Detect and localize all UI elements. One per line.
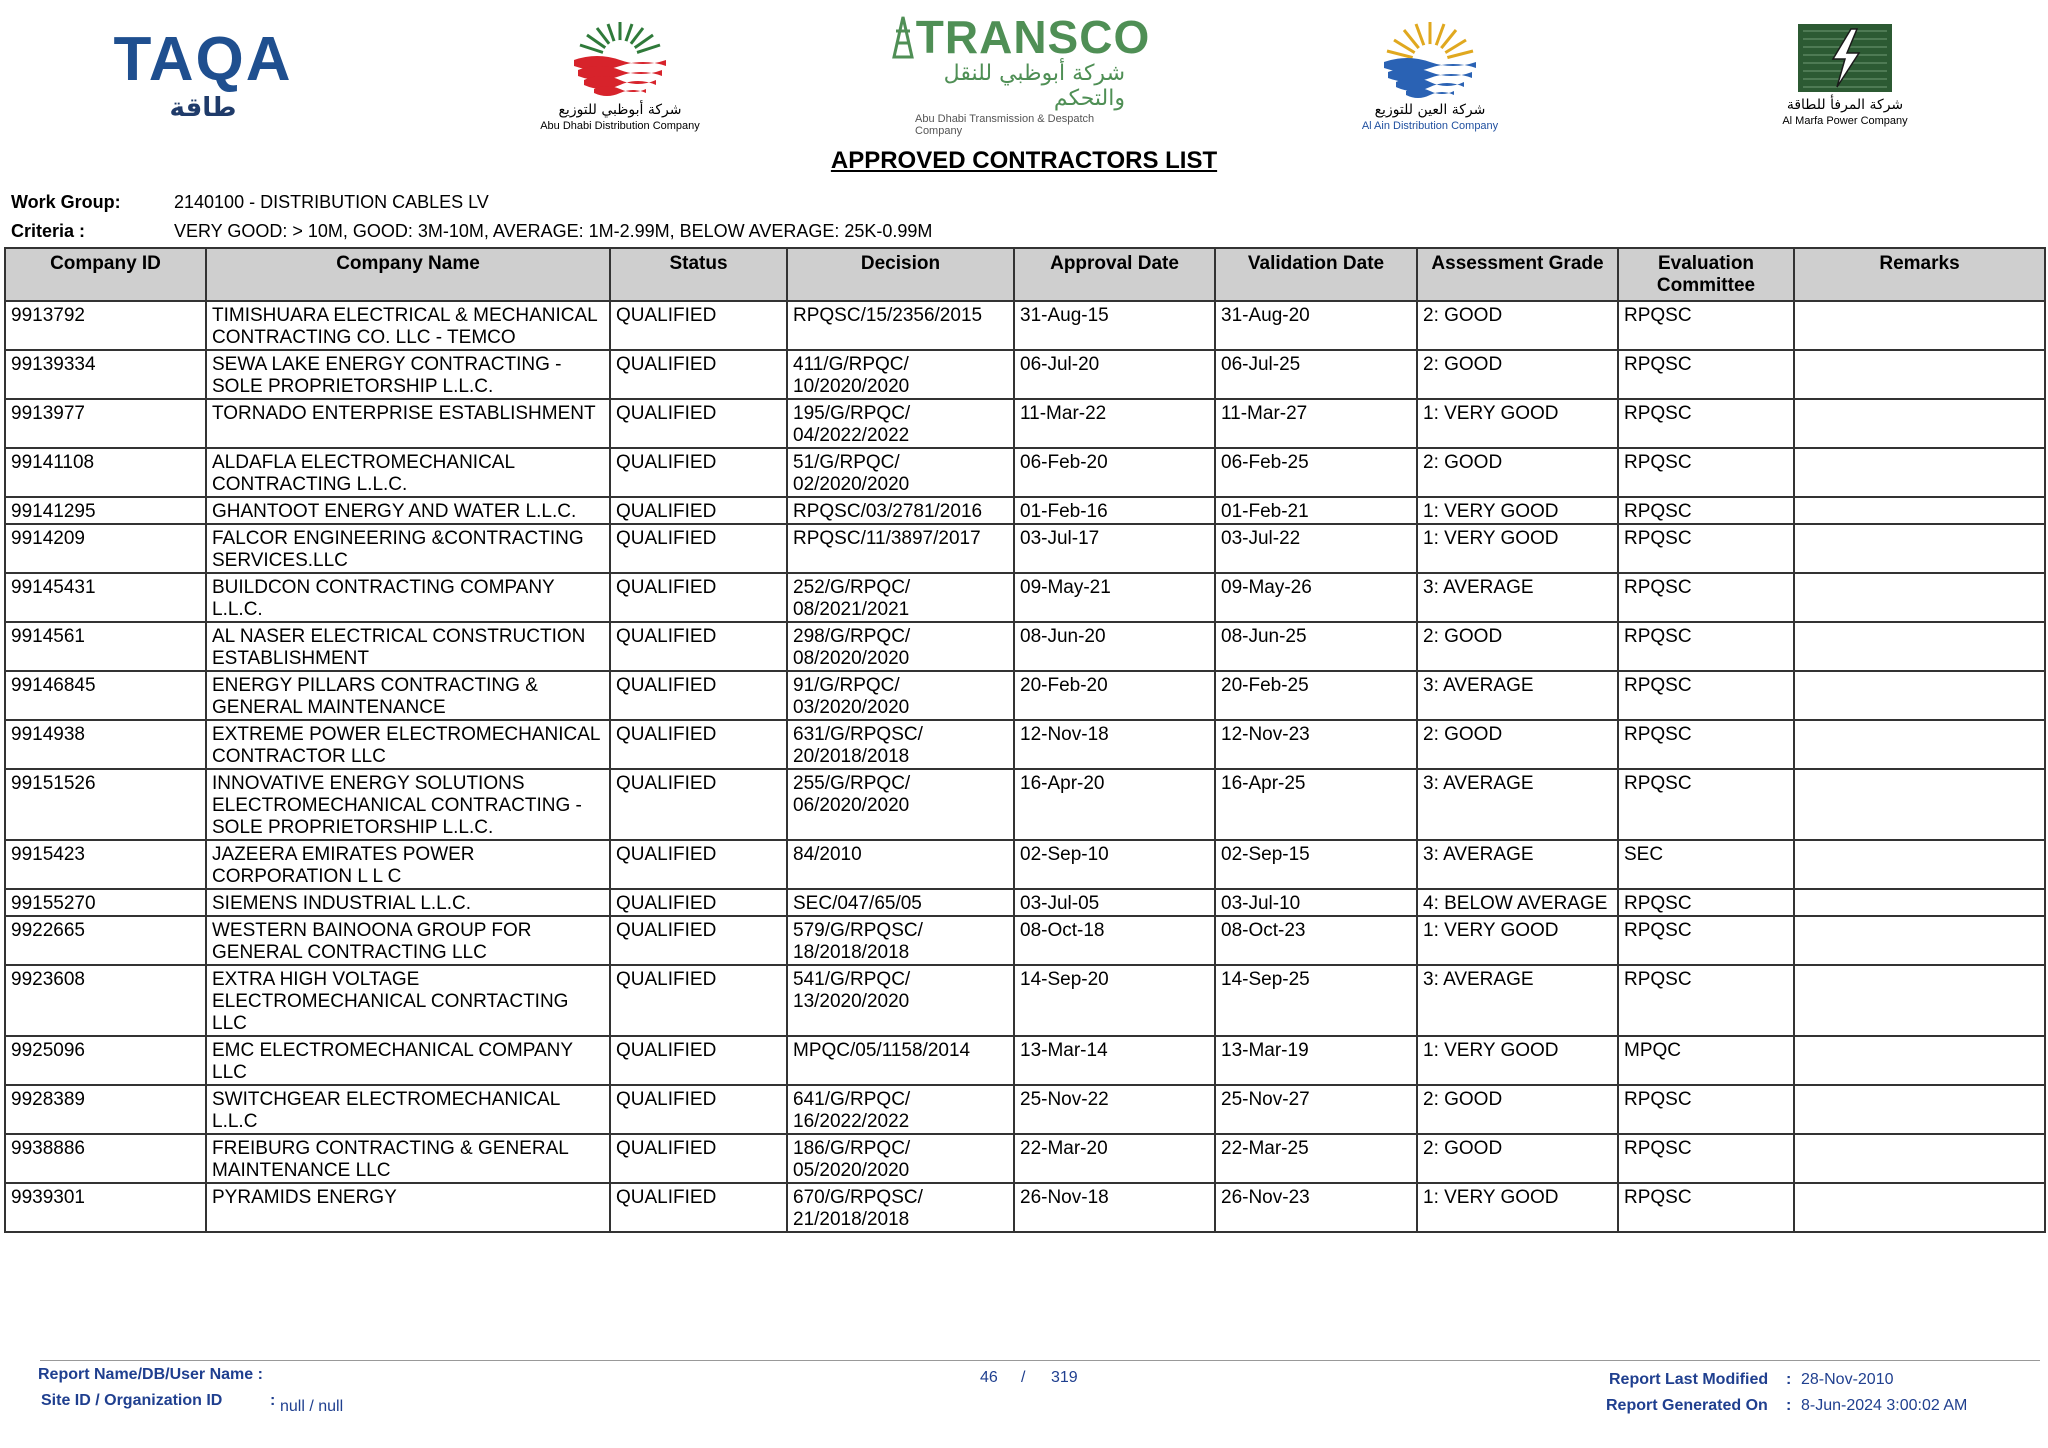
table-row bbox=[5, 1036, 2045, 1085]
cell-approval-date: 25-Nov-22 bbox=[1014, 1085, 1215, 1134]
cell-status: QUALIFIED bbox=[610, 573, 787, 622]
table-row bbox=[5, 448, 2045, 497]
cell-approval-date: 12-Nov-18 bbox=[1014, 720, 1215, 769]
cell-assessment-grade: 1: VERY GOOD bbox=[1417, 524, 1618, 573]
table-row bbox=[5, 350, 2045, 399]
contractors-table bbox=[4, 247, 2046, 1233]
cell-decision: MPQC/05/1158/2014 bbox=[787, 1036, 1014, 1085]
cell-remarks bbox=[1794, 965, 2045, 1036]
cell-validation-date: 26-Nov-23 bbox=[1215, 1183, 1417, 1232]
aadc-logo bbox=[1325, 10, 1535, 140]
cell-company-name: SEWA LAKE ENERGY CONTRACTING - SOLE PROPRIETORSHIP L.L.C. bbox=[206, 350, 610, 399]
cell-assessment-grade: 3: AVERAGE bbox=[1417, 840, 1618, 889]
cell-evaluation-committee: RPQSC bbox=[1618, 720, 1794, 769]
cell-assessment-grade: 2: GOOD bbox=[1417, 720, 1618, 769]
cell-company-id: 9913792 bbox=[5, 301, 206, 350]
header-validation-date: Validation Date bbox=[1215, 248, 1417, 301]
cell-decision: 84/2010 bbox=[787, 840, 1014, 889]
header-evaluation-committee: Evaluation Committee bbox=[1618, 248, 1794, 301]
cell-company-name: GHANTOOT ENERGY AND WATER L.L.C. bbox=[206, 497, 610, 524]
cell-evaluation-committee: RPQSC bbox=[1618, 1134, 1794, 1183]
table-row bbox=[5, 720, 2045, 769]
aadc-logo-english: Al Ain Distribution Company bbox=[1361, 120, 1499, 132]
cell-validation-date: 25-Nov-27 bbox=[1215, 1085, 1417, 1134]
cell-approval-date: 03-Jul-05 bbox=[1014, 889, 1215, 916]
cell-company-name: SIEMENS INDUSTRIAL L.L.C. bbox=[206, 889, 610, 916]
table-row bbox=[5, 497, 2045, 524]
cell-company-id: 9914209 bbox=[5, 524, 206, 573]
cell-status: QUALIFIED bbox=[610, 840, 787, 889]
cell-approval-date: 03-Jul-17 bbox=[1014, 524, 1215, 573]
cell-remarks bbox=[1794, 399, 2045, 448]
cell-company-name: TORNADO ENTERPRISE ESTABLISHMENT bbox=[206, 399, 610, 448]
cell-assessment-grade: 3: AVERAGE bbox=[1417, 965, 1618, 1036]
site-id-value: null / null bbox=[280, 1398, 344, 1415]
cell-approval-date: 08-Oct-18 bbox=[1014, 916, 1215, 965]
cell-remarks bbox=[1794, 1085, 2045, 1134]
cell-status: QUALIFIED bbox=[610, 622, 787, 671]
cell-company-id: 9915423 bbox=[5, 840, 206, 889]
report-generated-label: Report Generated On bbox=[1606, 1397, 1768, 1414]
cell-assessment-grade: 2: GOOD bbox=[1417, 301, 1618, 350]
cell-approval-date: 26-Nov-18 bbox=[1014, 1183, 1215, 1232]
cell-evaluation-committee: RPQSC bbox=[1618, 916, 1794, 965]
work-group-label: Work Group: bbox=[11, 192, 121, 212]
table-row bbox=[5, 573, 2045, 622]
transco-tower-icon bbox=[890, 15, 916, 59]
cell-validation-date: 22-Mar-25 bbox=[1215, 1134, 1417, 1183]
cell-company-id: 9913977 bbox=[5, 399, 206, 448]
cell-decision: 186/G/RPQC/ 05/2020/2020 bbox=[787, 1134, 1014, 1183]
header-company-name: Company Name bbox=[206, 248, 610, 301]
cell-evaluation-committee: RPQSC bbox=[1618, 622, 1794, 671]
cell-validation-date: 31-Aug-20 bbox=[1215, 301, 1417, 350]
transco-logo-word: TRANSCO bbox=[915, 11, 1151, 63]
amp-logo-english: Al Marfa Power Company bbox=[1782, 115, 1908, 127]
cell-validation-date: 08-Oct-23 bbox=[1215, 916, 1417, 965]
cell-company-name: AL NASER ELECTRICAL CONSTRUCTION ESTABLISHMENT bbox=[206, 622, 610, 671]
cell-assessment-grade: 1: VERY GOOD bbox=[1417, 1183, 1618, 1232]
report-name-label: Report Name/DB/User Name : bbox=[38, 1366, 263, 1383]
cell-assessment-grade: 1: VERY GOOD bbox=[1417, 916, 1618, 965]
cell-company-id: 99146845 bbox=[5, 671, 206, 720]
cell-approval-date: 06-Feb-20 bbox=[1014, 448, 1215, 497]
cell-company-id: 9928389 bbox=[5, 1085, 206, 1134]
cell-evaluation-committee: RPQSC bbox=[1618, 889, 1794, 916]
cell-evaluation-committee: RPQSC bbox=[1618, 301, 1794, 350]
cell-approval-date: 14-Sep-20 bbox=[1014, 965, 1215, 1036]
header-assessment-grade: Assessment Grade bbox=[1417, 248, 1618, 301]
criteria-value: VERY GOOD: > 10M, GOOD: 3M-10M, AVERAGE: 1M-2.99M, BELOW AVERAGE: 25K-0.99M bbox=[174, 221, 933, 241]
cell-company-name: SWITCHGEAR ELECTROMECHANICAL L.L.C bbox=[206, 1085, 610, 1134]
cell-remarks bbox=[1794, 720, 2045, 769]
cell-remarks bbox=[1794, 1183, 2045, 1232]
table-row bbox=[5, 399, 2045, 448]
criteria-row bbox=[11, 221, 932, 242]
cell-company-name: FREIBURG CONTRACTING & GENERAL MAINTENANCE LLC bbox=[206, 1134, 610, 1183]
transco-logo-wordmark bbox=[890, 13, 1150, 61]
table-row bbox=[5, 1134, 2045, 1183]
taqa-logo bbox=[113, 10, 293, 140]
page-total: 319 bbox=[1051, 1369, 1078, 1386]
cell-status: QUALIFIED bbox=[610, 965, 787, 1036]
cell-remarks bbox=[1794, 573, 2045, 622]
cell-validation-date: 03-Jul-10 bbox=[1215, 889, 1417, 916]
adwea-logo-english: Abu Dhabi Distribution Company bbox=[540, 120, 700, 132]
cell-remarks bbox=[1794, 889, 2045, 916]
taqa-logo-arabic: طاقة bbox=[169, 92, 237, 122]
cell-assessment-grade: 2: GOOD bbox=[1417, 448, 1618, 497]
table-row bbox=[5, 524, 2045, 573]
cell-approval-date: 09-May-21 bbox=[1014, 573, 1215, 622]
cell-status: QUALIFIED bbox=[610, 1085, 787, 1134]
cell-company-name: WESTERN BAINOONA GROUP FOR GENERAL CONTRACTING LLC bbox=[206, 916, 610, 965]
adwea-logo bbox=[505, 10, 735, 140]
cell-validation-date: 09-May-26 bbox=[1215, 573, 1417, 622]
cell-company-id: 99145431 bbox=[5, 573, 206, 622]
table-row bbox=[5, 769, 2045, 840]
header-company-id: Company ID bbox=[5, 248, 206, 301]
cell-approval-date: 06-Jul-20 bbox=[1014, 350, 1215, 399]
header-decision: Decision bbox=[787, 248, 1014, 301]
cell-status: QUALIFIED bbox=[610, 399, 787, 448]
aadc-logo-arabic: شركة العين للتوزيع bbox=[1374, 102, 1486, 118]
cell-company-name: INNOVATIVE ENERGY SOLUTIONS ELECTROMECHANICAL CONTRACTING - SOLE PROPRIETORSHIP L.L.C. bbox=[206, 769, 610, 840]
cell-company-id: 9923608 bbox=[5, 965, 206, 1036]
page-title: APPROVED CONTRACTORS LIST bbox=[830, 147, 1218, 174]
amp-logo-arabic: شركة المرفأ للطاقة bbox=[1786, 97, 1904, 113]
cell-validation-date: 06-Jul-25 bbox=[1215, 350, 1417, 399]
cell-assessment-grade: 2: GOOD bbox=[1417, 1134, 1618, 1183]
cell-company-id: 99155270 bbox=[5, 889, 206, 916]
cell-decision: 411/G/RPQC/ 10/2020/2020 bbox=[787, 350, 1014, 399]
cell-company-name: JAZEERA EMIRATES POWER CORPORATION L L C bbox=[206, 840, 610, 889]
cell-remarks bbox=[1794, 350, 2045, 399]
cell-evaluation-committee: RPQSC bbox=[1618, 769, 1794, 840]
page-separator: / bbox=[1021, 1369, 1026, 1386]
cell-validation-date: 01-Feb-21 bbox=[1215, 497, 1417, 524]
cell-decision: 252/G/RPQC/ 08/2021/2021 bbox=[787, 573, 1014, 622]
table-header-row bbox=[5, 248, 2045, 301]
cell-company-id: 99141108 bbox=[5, 448, 206, 497]
cell-evaluation-committee: RPQSC bbox=[1618, 1183, 1794, 1232]
cell-evaluation-committee: RPQSC bbox=[1618, 399, 1794, 448]
cell-evaluation-committee: RPQSC bbox=[1618, 524, 1794, 573]
cell-status: QUALIFIED bbox=[610, 524, 787, 573]
cell-company-id: 9925096 bbox=[5, 1036, 206, 1085]
cell-validation-date: 08-Jun-25 bbox=[1215, 622, 1417, 671]
adwea-emblem-icon bbox=[560, 18, 680, 98]
footer-divider bbox=[40, 1360, 2040, 1361]
cell-assessment-grade: 2: GOOD bbox=[1417, 622, 1618, 671]
report-last-modified-label: Report Last Modified bbox=[1609, 1371, 1769, 1388]
cell-assessment-grade: 3: AVERAGE bbox=[1417, 573, 1618, 622]
cell-assessment-grade: 2: GOOD bbox=[1417, 1085, 1618, 1134]
aadc-emblem-icon bbox=[1370, 18, 1490, 98]
cell-company-name: EMC ELECTROMECHANICAL COMPANY LLC bbox=[206, 1036, 610, 1085]
cell-remarks bbox=[1794, 671, 2045, 720]
cell-company-name: EXTREME POWER ELECTROMECHANICAL CONTRACTOR LLC bbox=[206, 720, 610, 769]
cell-validation-date: 16-Apr-25 bbox=[1215, 769, 1417, 840]
cell-company-id: 9914561 bbox=[5, 622, 206, 671]
cell-decision: 579/G/RPQSC/ 18/2018/2018 bbox=[787, 916, 1014, 965]
cell-assessment-grade: 1: VERY GOOD bbox=[1417, 1036, 1618, 1085]
cell-assessment-grade: 1: VERY GOOD bbox=[1417, 497, 1618, 524]
site-id-colon: : bbox=[270, 1392, 276, 1409]
adwea-logo-arabic: شركة أبوظبي للتوزيع bbox=[558, 102, 682, 118]
cell-decision: RPQSC/03/2781/2016 bbox=[787, 497, 1014, 524]
transco-logo-arabic: شركة أبوظبي للنقل والتحكم bbox=[943, 61, 1125, 111]
work-group-row bbox=[11, 192, 489, 213]
cell-remarks bbox=[1794, 301, 2045, 350]
cell-remarks bbox=[1794, 622, 2045, 671]
header-approval-date: Approval Date bbox=[1014, 248, 1215, 301]
cell-evaluation-committee: RPQSC bbox=[1618, 350, 1794, 399]
cell-evaluation-committee: RPQSC bbox=[1618, 671, 1794, 720]
report-generated-colon: : bbox=[1786, 1397, 1792, 1414]
cell-validation-date: 20-Feb-25 bbox=[1215, 671, 1417, 720]
table-row bbox=[5, 840, 2045, 889]
cell-company-id: 99151526 bbox=[5, 769, 206, 840]
table-row bbox=[5, 1085, 2045, 1134]
cell-validation-date: 13-Mar-19 bbox=[1215, 1036, 1417, 1085]
cell-company-id: 9939301 bbox=[5, 1183, 206, 1232]
cell-decision: RPQSC/11/3897/2017 bbox=[787, 524, 1014, 573]
cell-company-id: 9938886 bbox=[5, 1134, 206, 1183]
cell-company-id: 9922665 bbox=[5, 916, 206, 965]
cell-approval-date: 31-Aug-15 bbox=[1014, 301, 1215, 350]
amp-lightning-icon bbox=[1797, 23, 1893, 93]
cell-status: QUALIFIED bbox=[610, 350, 787, 399]
cell-approval-date: 22-Mar-20 bbox=[1014, 1134, 1215, 1183]
cell-approval-date: 13-Mar-14 bbox=[1014, 1036, 1215, 1085]
cell-company-name: BUILDCON CONTRACTING COMPANY L.L.C. bbox=[206, 573, 610, 622]
table-row bbox=[5, 965, 2045, 1036]
cell-validation-date: 11-Mar-27 bbox=[1215, 399, 1417, 448]
cell-status: QUALIFIED bbox=[610, 1036, 787, 1085]
cell-approval-date: 02-Sep-10 bbox=[1014, 840, 1215, 889]
report-last-modified-value: 28-Nov-2010 bbox=[1801, 1371, 1894, 1388]
cell-assessment-grade: 3: AVERAGE bbox=[1417, 769, 1618, 840]
cell-remarks bbox=[1794, 840, 2045, 889]
cell-decision: 631/G/RPQSC/ 20/2018/2018 bbox=[787, 720, 1014, 769]
cell-validation-date: 14-Sep-25 bbox=[1215, 965, 1417, 1036]
cell-company-id: 99141295 bbox=[5, 497, 206, 524]
header-status: Status bbox=[610, 248, 787, 301]
cell-evaluation-committee: SEC bbox=[1618, 840, 1794, 889]
cell-status: QUALIFIED bbox=[610, 671, 787, 720]
cell-approval-date: 01-Feb-16 bbox=[1014, 497, 1215, 524]
cell-evaluation-committee: RPQSC bbox=[1618, 448, 1794, 497]
cell-decision: 298/G/RPQC/ 08/2020/2020 bbox=[787, 622, 1014, 671]
cell-validation-date: 03-Jul-22 bbox=[1215, 524, 1417, 573]
logo-strip bbox=[0, 10, 2048, 140]
cell-company-name: TIMISHUARA ELECTRICAL & MECHANICAL CONTRACTING CO. LLC - TEMCO bbox=[206, 301, 610, 350]
cell-remarks bbox=[1794, 497, 2045, 524]
transco-logo bbox=[915, 10, 1151, 140]
cell-assessment-grade: 4: BELOW AVERAGE bbox=[1417, 889, 1618, 916]
cell-company-id: 99139334 bbox=[5, 350, 206, 399]
amp-logo bbox=[1745, 10, 1945, 140]
cell-status: QUALIFIED bbox=[610, 1134, 787, 1183]
cell-assessment-grade: 3: AVERAGE bbox=[1417, 671, 1618, 720]
cell-status: QUALIFIED bbox=[610, 720, 787, 769]
cell-decision: 541/G/RPQC/ 13/2020/2020 bbox=[787, 965, 1014, 1036]
cell-assessment-grade: 2: GOOD bbox=[1417, 350, 1618, 399]
cell-decision: 195/G/RPQC/ 04/2022/2022 bbox=[787, 399, 1014, 448]
cell-evaluation-committee: MPQC bbox=[1618, 1036, 1794, 1085]
cell-remarks bbox=[1794, 524, 2045, 573]
criteria-label: Criteria : bbox=[11, 221, 86, 241]
transco-logo-english: Abu Dhabi Transmission & Despatch Company bbox=[915, 113, 1095, 137]
table-row bbox=[5, 1183, 2045, 1232]
cell-status: QUALIFIED bbox=[610, 769, 787, 840]
cell-approval-date: 08-Jun-20 bbox=[1014, 622, 1215, 671]
cell-remarks bbox=[1794, 1134, 2045, 1183]
page-current: 46 bbox=[980, 1369, 998, 1386]
cell-remarks bbox=[1794, 769, 2045, 840]
cell-evaluation-committee: RPQSC bbox=[1618, 965, 1794, 1036]
cell-decision: 641/G/RPQC/ 16/2022/2022 bbox=[787, 1085, 1014, 1134]
table-row bbox=[5, 622, 2045, 671]
cell-status: QUALIFIED bbox=[610, 1183, 787, 1232]
cell-decision: RPQSC/15/2356/2015 bbox=[787, 301, 1014, 350]
table-row bbox=[5, 916, 2045, 965]
cell-status: QUALIFIED bbox=[610, 301, 787, 350]
cell-evaluation-committee: RPQSC bbox=[1618, 573, 1794, 622]
cell-remarks bbox=[1794, 1036, 2045, 1085]
cell-approval-date: 20-Feb-20 bbox=[1014, 671, 1215, 720]
cell-evaluation-committee: RPQSC bbox=[1618, 497, 1794, 524]
cell-validation-date: 12-Nov-23 bbox=[1215, 720, 1417, 769]
cell-approval-date: 16-Apr-20 bbox=[1014, 769, 1215, 840]
table-row bbox=[5, 301, 2045, 350]
cell-status: QUALIFIED bbox=[610, 889, 787, 916]
cell-company-name: EXTRA HIGH VOLTAGE ELECTROMECHANICAL CONRTACTING LLC bbox=[206, 965, 610, 1036]
cell-decision: SEC/047/65/05 bbox=[787, 889, 1014, 916]
cell-approval-date: 11-Mar-22 bbox=[1014, 399, 1215, 448]
taqa-logo-word: TAQA bbox=[113, 25, 293, 94]
cell-status: QUALIFIED bbox=[610, 916, 787, 965]
work-group-value: 2140100 - DISTRIBUTION CABLES LV bbox=[174, 192, 489, 212]
table-row bbox=[5, 889, 2045, 916]
cell-remarks bbox=[1794, 916, 2045, 965]
table-body bbox=[5, 301, 2045, 1232]
cell-assessment-grade: 1: VERY GOOD bbox=[1417, 399, 1618, 448]
cell-company-name: FALCOR ENGINEERING &CONTRACTING SERVICES.LLC bbox=[206, 524, 610, 573]
report-generated-value: 8-Jun-2024 3:00:02 AM bbox=[1801, 1397, 1968, 1414]
cell-remarks bbox=[1794, 448, 2045, 497]
cell-company-name: ENERGY PILLARS CONTRACTING & GENERAL MAINTENANCE bbox=[206, 671, 610, 720]
cell-decision: 255/G/RPQC/ 06/2020/2020 bbox=[787, 769, 1014, 840]
report-last-modified-colon: : bbox=[1786, 1371, 1792, 1388]
header-remarks: Remarks bbox=[1794, 248, 2045, 301]
cell-validation-date: 02-Sep-15 bbox=[1215, 840, 1417, 889]
site-id-label: Site ID / Organization ID bbox=[41, 1392, 223, 1409]
cell-status: QUALIFIED bbox=[610, 448, 787, 497]
table-row bbox=[5, 671, 2045, 720]
cell-validation-date: 06-Feb-25 bbox=[1215, 448, 1417, 497]
cell-company-name: ALDAFLA ELECTROMECHANICAL CONTRACTING L.L.C. bbox=[206, 448, 610, 497]
cell-decision: 51/G/RPQC/ 02/2020/2020 bbox=[787, 448, 1014, 497]
cell-decision: 91/G/RPQC/ 03/2020/2020 bbox=[787, 671, 1014, 720]
cell-company-name: PYRAMIDS ENERGY bbox=[206, 1183, 610, 1232]
cell-decision: 670/G/RPQSC/ 21/2018/2018 bbox=[787, 1183, 1014, 1232]
cell-status: QUALIFIED bbox=[610, 497, 787, 524]
cell-company-id: 9914938 bbox=[5, 720, 206, 769]
cell-evaluation-committee: RPQSC bbox=[1618, 1085, 1794, 1134]
